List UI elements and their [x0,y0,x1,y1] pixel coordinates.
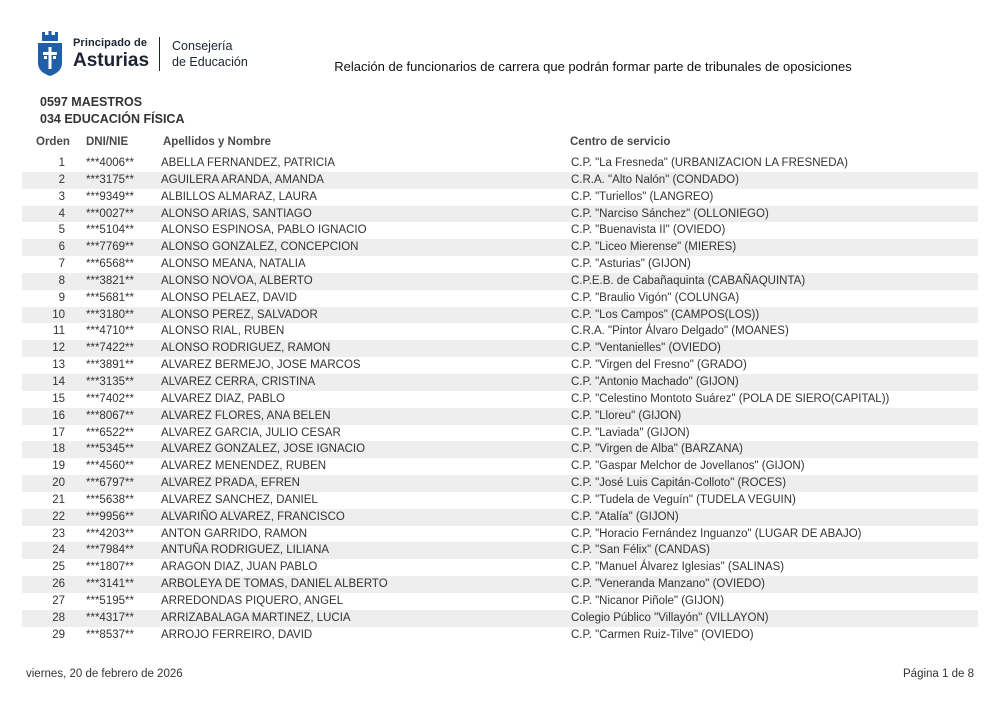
cell-centro: C.P. "Buenavista II" (OVIEDO) [571,224,726,237]
cell-orden: 29 [52,628,65,641]
cell-orden: 2 [58,173,65,186]
table-row [22,425,978,442]
cell-nombre: ALONSO GONZALEZ, CONCEPCION [161,241,359,254]
cell-nombre: ALONSO ARIAS, SANTIAGO [161,207,312,220]
cell-centro: C.P. "Virgen del Fresno" (GRADO) [571,359,747,372]
cell-orden: 27 [52,594,65,607]
logo-divider [159,37,160,71]
cell-nombre: ALVAREZ PRADA, EFREN [161,477,300,490]
cell-nombre: ARAGON DIAZ, JUAN PABLO [161,561,318,574]
cell-centro: C.P. "Gaspar Melchor de Jovellanos" (GIJON) [571,460,805,473]
report-title: Relación de funcionarios de carrera que podrán formar parte de tribunales de oposiciones [334,59,852,74]
cell-dni: ***4560** [86,460,134,473]
cell-nombre: ARBOLEYA DE TOMAS, DANIEL ALBERTO [161,578,388,591]
table-row [22,340,978,357]
principado-asturias-logo [36,31,248,76]
logo-dept-line2: de Educación [172,54,248,69]
cell-nombre: ALONSO RODRIGUEZ, RAMON [161,342,331,355]
table-row [22,307,978,324]
cell-centro: C.P. "Lloreu" (GIJON) [571,409,682,422]
table-row [22,256,978,273]
table-header [22,136,978,150]
table-row [22,576,978,593]
cell-centro: C.P. "Ventanielles" (OVIEDO) [571,342,721,355]
cell-dni: ***3141** [86,578,134,591]
cell-centro: C.P. "Liceo Mierense" (MIERES) [571,241,737,254]
cell-orden: 20 [52,477,65,490]
cell-centro: C.P. "Carmen Ruiz-Tilve" (OVIEDO) [571,628,754,641]
cell-centro: C.R.A. "Pintor Álvaro Delgado" (MOANES) [571,325,789,338]
col-header-centro: Centro de servicio [570,136,671,148]
cell-nombre: ALVAREZ GARCIA, JULIO CESAR [161,426,341,439]
cell-dni: ***3821** [86,274,134,287]
cell-dni: ***4317** [86,611,134,624]
cell-centro: C.P. "Braulio Vigón" (COLUNGA) [571,291,740,304]
cell-centro: C.P. "Turiellos" (LANGREO) [571,190,714,203]
table-row [22,222,978,239]
cell-dni: ***3135** [86,375,134,388]
cell-orden: 16 [52,409,65,422]
cell-nombre: ALONSO ESPINOSA, PABLO IGNACIO [161,224,367,237]
table-row [22,155,978,172]
cell-dni: ***6522** [86,426,134,439]
cell-dni: ***5104** [86,224,134,237]
cell-dni: ***0027** [86,207,134,220]
cell-orden: 7 [58,258,65,271]
cell-dni: ***3180** [86,308,134,321]
table-row [22,526,978,543]
cell-dni: ***8537** [86,628,134,641]
logo-dept-line1: Consejería [172,38,233,53]
cell-centro: C.P. "Tudela de Veguín" (TUDELA VEGUIN) [571,493,796,506]
especialidad-heading: 034 EDUCACIÓN FÍSICA [40,112,185,126]
cell-dni: ***4710** [86,325,134,338]
table-row [22,593,978,610]
logo-org-name [73,38,149,70]
cell-orden: 1 [58,157,65,169]
cell-orden: 25 [52,561,65,574]
cell-orden: 3 [58,190,65,203]
table-row [22,627,978,644]
logo-line2: Asturias [73,49,150,71]
cell-centro: C.P. "Virgen de Alba" (BARZANA) [571,443,744,456]
cell-nombre: ALVAREZ GONZALEZ, JOSE IGNACIO [161,443,366,456]
table-row [22,172,978,189]
asturias-coat-of-arms-icon [36,31,64,76]
cell-orden: 8 [58,274,65,287]
cell-nombre: ALONSO NOVOA, ALBERTO [161,274,313,287]
cell-orden: 13 [52,359,65,372]
cell-dni: ***7984** [86,544,134,557]
cell-dni: ***9956** [86,510,134,523]
cell-orden: 26 [52,578,65,591]
cell-nombre: ALONSO PELAEZ, DAVID [161,291,297,304]
cell-dni: ***6797** [86,477,134,490]
logo-department [172,38,248,70]
cuerpo-heading: 0597 MAESTROS [40,95,143,109]
cell-nombre: AGUILERA ARANDA, AMANDA [161,173,324,186]
cell-nombre: ALONSO RIAL, RUBEN [161,325,285,338]
footer-date: viernes, 20 de febrero de 2026 [26,668,183,680]
cell-dni: ***9349** [86,190,134,203]
cell-orden: 28 [52,611,65,624]
table-row [22,357,978,374]
cell-orden: 5 [58,224,65,237]
cell-nombre: ABELLA FERNANDEZ, PATRICIA [161,157,336,169]
cell-orden: 11 [53,325,65,338]
cell-nombre: ALBILLOS ALMARAZ, LAURA [161,190,317,203]
cell-nombre: ALVAREZ SANCHEZ, DANIEL [161,493,318,506]
table-row [22,273,978,290]
cell-orden: 17 [52,426,65,439]
cell-dni: ***5638** [86,493,134,506]
cell-centro: C.P. "Nicanor Piñole" (GIJON) [571,594,725,607]
cell-nombre: ALONSO PEREZ, SALVADOR [161,308,318,321]
cell-centro: C.P. "Antonio Machado" (GIJON) [571,375,739,388]
table-row [22,290,978,307]
table-row [22,206,978,223]
cell-centro: C.P. "Laviada" (GIJON) [571,426,690,439]
cell-nombre: ALVARIÑO ALVAREZ, FRANCISCO [161,510,345,523]
cell-nombre: ARROJO FERREIRO, DAVID [161,628,313,641]
cell-centro: C.P. "Asturias" (GIJON) [571,258,691,271]
cell-dni: ***5681** [86,291,134,304]
table-row [22,374,978,391]
cell-orden: 22 [52,510,65,523]
cell-dni: ***5345** [86,443,134,456]
cell-orden: 21 [52,493,65,506]
table-row [22,239,978,256]
table-row [22,509,978,526]
cell-centro: C.P. "Narciso Sánchez" (OLLONIEGO) [571,207,769,220]
cell-dni: ***7402** [86,392,134,405]
cell-orden: 9 [58,291,65,304]
cell-nombre: ARREDONDAS PIQUERO, ANGEL [161,594,344,607]
table-row [22,492,978,509]
cell-centro: C.P. "Celestino Montoto Suárez" (POLA DE SIERO(CAPITAL)) [571,392,890,405]
cell-dni: ***4006** [86,157,134,169]
cell-centro: C.P. "La Fresneda" (URBANIZACION LA FRESNEDA) [571,157,849,169]
cell-centro: C.P. "José Luis Capitán-Colloto" (ROCES) [571,477,787,490]
cell-nombre: ALVAREZ DIAZ, PABLO [161,392,285,405]
cell-orden: 14 [52,375,65,388]
cell-dni: ***7769** [86,241,134,254]
cell-dni: ***3175** [86,173,134,186]
cell-centro: C.P.E.B. de Cabañaquinta (CABAÑAQUINTA) [571,274,806,287]
cell-orden: 10 [52,308,65,321]
cell-nombre: ANTUÑA RODRIGUEZ, LILIANA [161,544,330,557]
table-row [22,610,978,627]
table-row [22,458,978,475]
col-header-orden: Orden [36,136,70,148]
cell-dni: ***1807** [86,561,134,574]
cell-dni: ***5195** [86,594,134,607]
cell-dni: ***8067** [86,409,134,422]
cell-nombre: ALVAREZ CERRA, CRISTINA [161,375,316,388]
cell-orden: 23 [52,527,65,540]
cell-centro: C.P. "Atalía" (GIJON) [571,510,679,523]
cell-nombre: ALVAREZ FLORES, ANA BELEN [161,409,331,422]
cell-centro: C.P. "San Félix" (CANDAS) [571,544,710,557]
cell-dni: ***4203** [86,527,134,540]
cell-orden: 19 [52,460,65,473]
cell-centro: C.R.A. "Alto Nalón" (CONDADO) [571,173,739,186]
col-header-dni: DNI/NIE [86,136,129,148]
table-row [22,542,978,559]
cell-nombre: ARRIZABALAGA MARTINEZ, LUCIA [161,611,351,624]
cell-orden: 15 [52,392,65,405]
cell-nombre: ANTON GARRIDO, RAMON [161,527,308,540]
cell-centro: C.P. "Veneranda Manzano" (OVIEDO) [571,578,765,591]
table-row [22,323,978,340]
cell-dni: ***6568** [86,258,134,271]
cell-centro: Colegio Público "Villayón" (VILLAYON) [571,611,769,624]
cell-centro: C.P. "Manuel Álvarez Iglesias" (SALINAS) [571,561,785,574]
table-row [22,408,978,425]
cell-orden: 12 [52,342,65,355]
cell-nombre: ALVAREZ MENENDEZ, RUBEN [161,460,327,473]
table-row [22,559,978,576]
cell-centro: C.P. "Los Campos" (CAMPOS(LOS)) [571,308,760,321]
cell-orden: 18 [52,443,65,456]
footer-page-number: Página 1 de 8 [903,668,974,680]
cell-dni: ***7422** [86,342,134,355]
cell-nombre: ALONSO MEANA, NATALIA [161,258,306,271]
table-body [22,155,978,643]
table-row [22,475,978,492]
cell-orden: 6 [58,241,65,254]
table-row [22,189,978,206]
table-row [22,441,978,458]
cell-nombre: ALVAREZ BERMEJO, JOSE MARCOS [161,359,361,372]
col-header-nombre: Apellidos y Nombre [163,136,271,148]
table-row [22,391,978,408]
cell-dni: ***3891** [86,359,134,372]
cell-orden: 24 [52,544,65,557]
cell-orden: 4 [58,207,65,220]
logo-line1: Principado de [73,36,148,49]
cell-centro: C.P. "Horacio Fernández Inguanzo" (LUGAR DE ABAJO) [571,527,862,540]
